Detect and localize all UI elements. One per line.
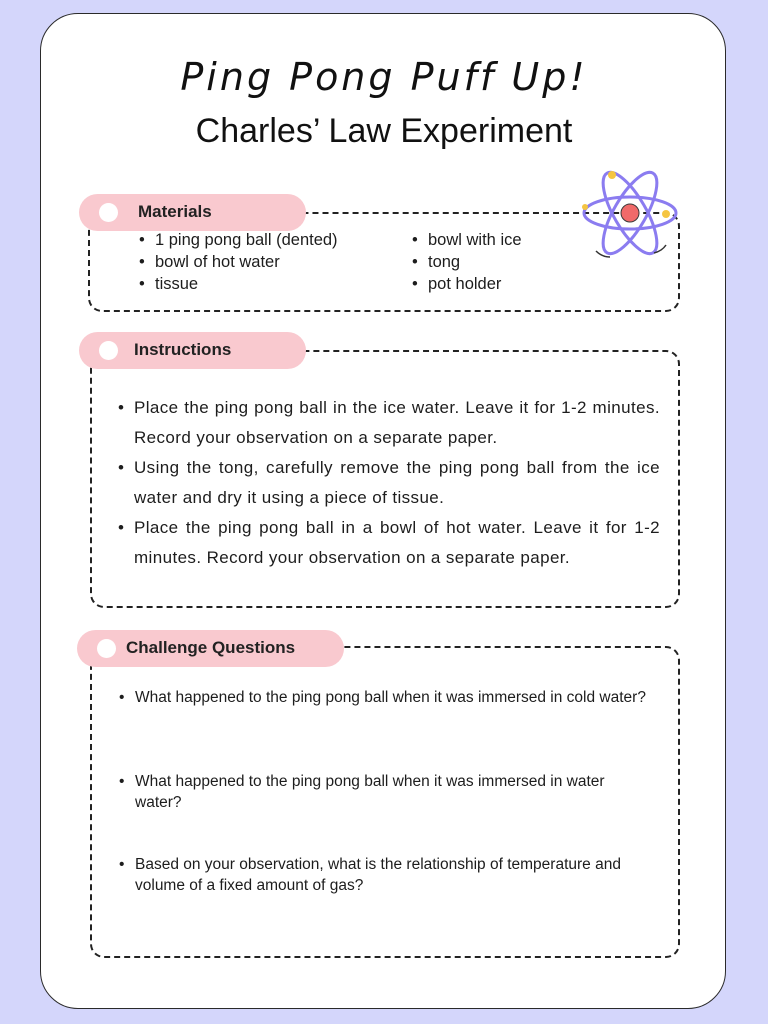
challenge-question-2 [135,771,655,813]
instructions-heading: Instructions [134,340,232,359]
list-item: • Place the ping pong ball in a bowl of hot water. Leave it for 1-2 minutes. Record your observation on a separate paper. [134,513,660,573]
list-item: • pot holder [428,273,522,295]
list-item: • tong [428,251,522,273]
list-item: • Based on your observation, what is the relationship of temperature and volume of a fixed amount of gas? [135,854,655,896]
atom-icon [576,163,686,263]
materials-list-right [428,229,522,295]
list-item: • tissue [155,273,338,295]
list-item: • What happened to the ping pong ball when it was immersed in water water? [135,771,655,813]
materials-list-left [155,229,338,295]
instructions-heading-pill [79,332,306,369]
challenge-heading-pill [77,630,344,667]
worksheet-subtitle: Charles’ Law Experiment [195,112,573,150]
worksheet-title: Ping Pong Puff Up! [180,55,588,99]
list-item: • Place the ping pong ball in the ice water. Leave it for 1-2 minutes. Record your observation on a separate paper. [134,393,660,453]
challenge-question-1 [135,687,655,708]
list-item: • 1 ping pong ball (dented) [155,229,338,251]
materials-heading-pill [79,194,306,231]
pill-dot [97,639,116,658]
challenge-question-3 [135,854,655,896]
instructions-list [134,393,660,573]
challenge-heading: Challenge Questions [126,638,296,657]
materials-heading: Materials [138,202,212,221]
list-item: • bowl of hot water [155,251,338,273]
list-item: • What happened to the ping pong ball when it was immersed in cold water? [135,687,655,708]
list-item: • Using the tong, carefully remove the ping pong ball from the ice water and dry it using a piece of tissue. [134,453,660,513]
list-item: • bowl with ice [428,229,522,251]
pill-dot [99,203,118,222]
pill-dot [99,341,118,360]
